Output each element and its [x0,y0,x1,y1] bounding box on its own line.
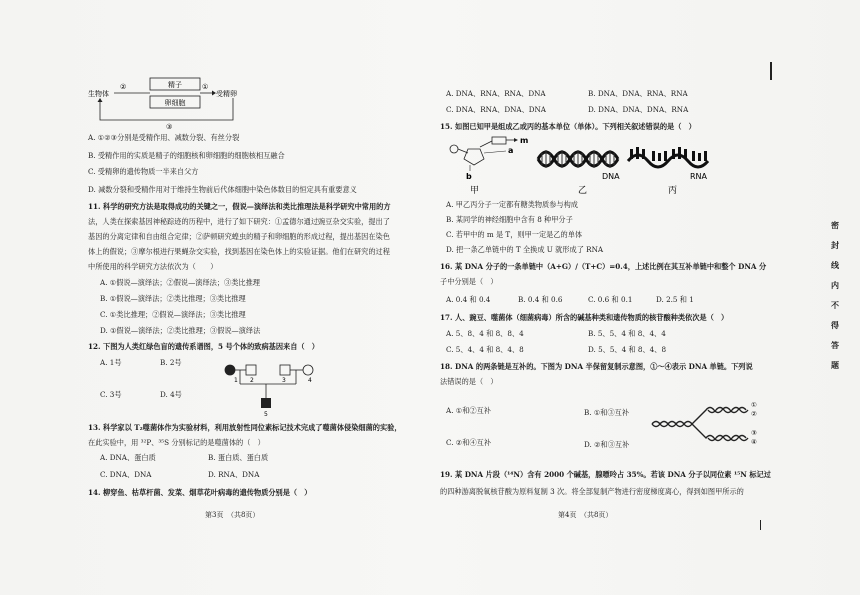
q17-stem: 17. 人、豌豆、噬菌体（细菌病毒）所含的碱基种类和遗传物质的核苷酸种类依次是（ ） [440,313,729,322]
q11-stem-line-2: 法，人类在探索基因神秘踪迹的历程中，进行了如下研究：①孟德尔通过豌豆杂交实验，提出了 [88,217,390,226]
q11-stem-line-5: 中所使用的科学研究方法依次为（ ） [88,262,218,271]
q13-stem-line-2: 在此实验中，用 ³²P、³⁵S 分别标记的是噬菌体的（ ） [88,438,265,447]
q15-option-a: A. 甲乙丙分子一定都有糖类物质参与构成 [446,200,578,209]
q14-option-b: B. DNA、DNA、RNA、RNA [588,89,688,98]
pedigree-num-2: 2 [250,377,254,384]
q14-option-d: D. DNA、DNA、DNA、RNA [588,105,689,114]
q16-option-c: C. 0.6 和 0.1 [588,295,633,304]
q17-option-c: C. 5、4、4 和 8、4、8 [446,345,524,354]
right-page-footer: 第4页 （共8页） [558,511,613,519]
dna-replication-diagram [650,396,764,452]
q10-option-a: A. ①②③分别是受精作用、减数分裂、有丝分裂 [88,133,240,142]
q16-stem-line-1: 16. 某 DNA 分子的一条单链中（A+G）/（T+C）=0.4，上述比例在其互补单链中和整个 DNA 分 [440,262,767,271]
q10-option-b: B. 受精作用的实质是精子的细胞核和卵细胞的细胞核相互融合 [88,151,285,160]
seal-char-1: 密 [831,220,839,230]
q11-option-d: D. ①假说—演绎法；②类比推理；③假说—演绎法 [100,326,261,335]
diagram-egg: 卵细胞 [164,99,186,107]
pedigree-num-5: 5 [264,411,268,418]
label-a: a [508,146,514,155]
q15-option-c: C. 若甲中的 m 是 T，则甲一定是乙的单体 [446,230,583,239]
seal-char-2: 封 [831,240,839,250]
q15-stem: 15. 如图已知甲是组成乙或丙的基本单位（单体）。下列相关叙述错误的是（ ） [440,122,696,131]
q17-option-a: A. 5、8、4 和 8、8、4 [446,329,524,338]
q18-stem-line-1: 18. DNA 的两条链是互补的。下图为 DNA 半保留复制示意图，①～④表示 DNA 单链。下列说 [440,362,753,371]
q18-option-d: D. ②和③互补 [584,440,630,449]
q18-stem-line-2: 法错误的是（ ） [440,377,498,386]
q16-option-d: D. 2.5 和 1 [656,295,694,304]
q10-option-d: D. 减数分裂和受精作用对于维持生物前后代体细胞中染色体数目的恒定具有重要意义 [88,185,357,194]
scan-edge-mark-top [770,62,772,80]
q13-option-b: B. 蛋白质、蛋白质 [208,453,269,462]
q14-option-a: A. DNA、RNA、RNA、DNA [446,89,546,98]
q11-stem-line-4: 体上的假说；③摩尔根进行果蝇杂交实验，找到基因在染色体上的实验证据。他们在研究的过程 [88,247,390,256]
q14-stem: 14. 柳穿鱼、枯草杆菌、发菜、烟草花叶病毒的遗传物质分别是（ ） [88,488,312,497]
label-bing: 丙 [668,186,678,196]
diagram-label-2: ② [120,83,127,91]
q17-option-d: D. 5、5、4 和 8、4、8 [588,345,667,354]
diagram-label-1: ① [202,83,209,91]
q11-option-b: B. ①假说—演绎法；②类比推理；③类比推理 [100,294,246,303]
pedigree-num-4: 4 [308,377,312,384]
q18-option-a: A. ①和②互补 [446,406,491,415]
strand-label-2: ② [751,410,757,418]
pedigree-chart [218,360,328,420]
scan-edge-mark-bottom [760,520,761,530]
q15-option-d: D. 把一条乙单链中的 T 全换成 U 就形成了 RNA [446,245,604,254]
reproduction-cycle-diagram [88,74,278,130]
q16-option-a: A. 0.4 和 0.4 [446,295,491,304]
pedigree-num-1: 1 [234,377,238,384]
seal-line-notice [828,215,842,375]
seal-char-8: 题 [831,360,839,370]
q17-option-b: B. 5、5、4 和 8、4、4 [588,329,666,338]
q11-stem-line-1: 11. 科学的研究方法是取得成功的关键之一，假说—演绎法和类比推理法是科学研究中常用的方 [88,202,391,211]
q12-option-a: A. 1号 [100,358,122,367]
q12-option-d: D. 4号 [160,390,182,399]
nucleotide-dna-rna-figure [440,135,740,197]
q13-stem-line-1: 13. 科学家以 T₂噬菌体作为实验材料，利用放射性同位素标记技术完成了噬菌体侵染细菌的实验， [88,423,402,432]
label-dna: DNA [602,172,620,181]
seal-char-6: 得 [831,320,839,330]
seal-char-5: 不 [831,300,839,310]
q12-stem: 12. 下图为人类红绿色盲的遗传系谱图，5 号个体的致病基因来自（ ） [88,342,319,351]
seal-char-7: 答 [831,340,839,350]
strand-label-3: ③ [751,429,757,437]
q12-option-b: B. 2号 [160,358,182,367]
q13-option-d: D. RNA、DNA [208,470,260,479]
q18-option-c: C. ②和④互补 [446,438,492,447]
diagram-organism: 生物体 [88,90,109,98]
q18-option-b: B. ①和③互补 [584,408,630,417]
q10-option-c: C. 受精卵的遗传物质一半来自父方 [88,167,199,176]
diagram-label-3: ③ [166,123,173,130]
q11-stem-line-3: 基因的分离定律和自由组合定律；②萨顿研究蝗虫的精子和卵细胞的形成过程，提出基因在染色 [88,232,390,241]
seal-char-4: 内 [831,280,839,290]
strand-label-4: ④ [751,438,757,446]
left-page-footer: 第3页 （共8页） [205,511,260,519]
strand-label-1: ① [751,401,757,409]
diagram-zygote: 受精卵 [216,90,237,98]
label-jia: 甲 [470,186,480,196]
seal-char-3: 线 [831,260,839,270]
q16-option-b: B. 0.4 和 0.6 [518,295,563,304]
q13-option-a: A. DNA、蛋白质 [100,453,156,462]
q15-option-b: B. 某同学的神经细胞中含有 8 种甲分子 [446,215,573,224]
label-yi: 乙 [578,186,588,196]
q16-stem-line-2: 子中分别是（ ） [440,277,498,286]
q12-option-c: C. 3号 [100,390,122,399]
diagram-sperm: 精子 [168,81,182,89]
q14-option-c: C. DNA、RNA、DNA、DNA [446,105,546,114]
label-b: b [466,172,472,181]
pedigree-num-3: 3 [282,377,286,384]
label-rna: RNA [690,172,708,181]
label-m: m [520,136,529,145]
q11-option-a: A. ①假说—演绎法；②假说—演绎法；③类比推理 [100,278,260,287]
q19-stem-line-1: 19. 某 DNA 片段（¹⁴N）含有 2000 个碱基，腺嘌呤占 35%。若该 DNA 分子以同位素 ¹⁵N 标记过 [440,470,771,479]
q19-stem-line-2: 的四种游离脱氧核苷酸为原料复制 3 次。将全部复制产物进行密度梯度离心，得到如图甲所示的 [440,487,744,496]
q13-option-c: C. DNA、DNA [100,470,152,479]
q11-option-c: C. ①类比推理；②假说—演绎法；③类比推理 [100,310,246,319]
